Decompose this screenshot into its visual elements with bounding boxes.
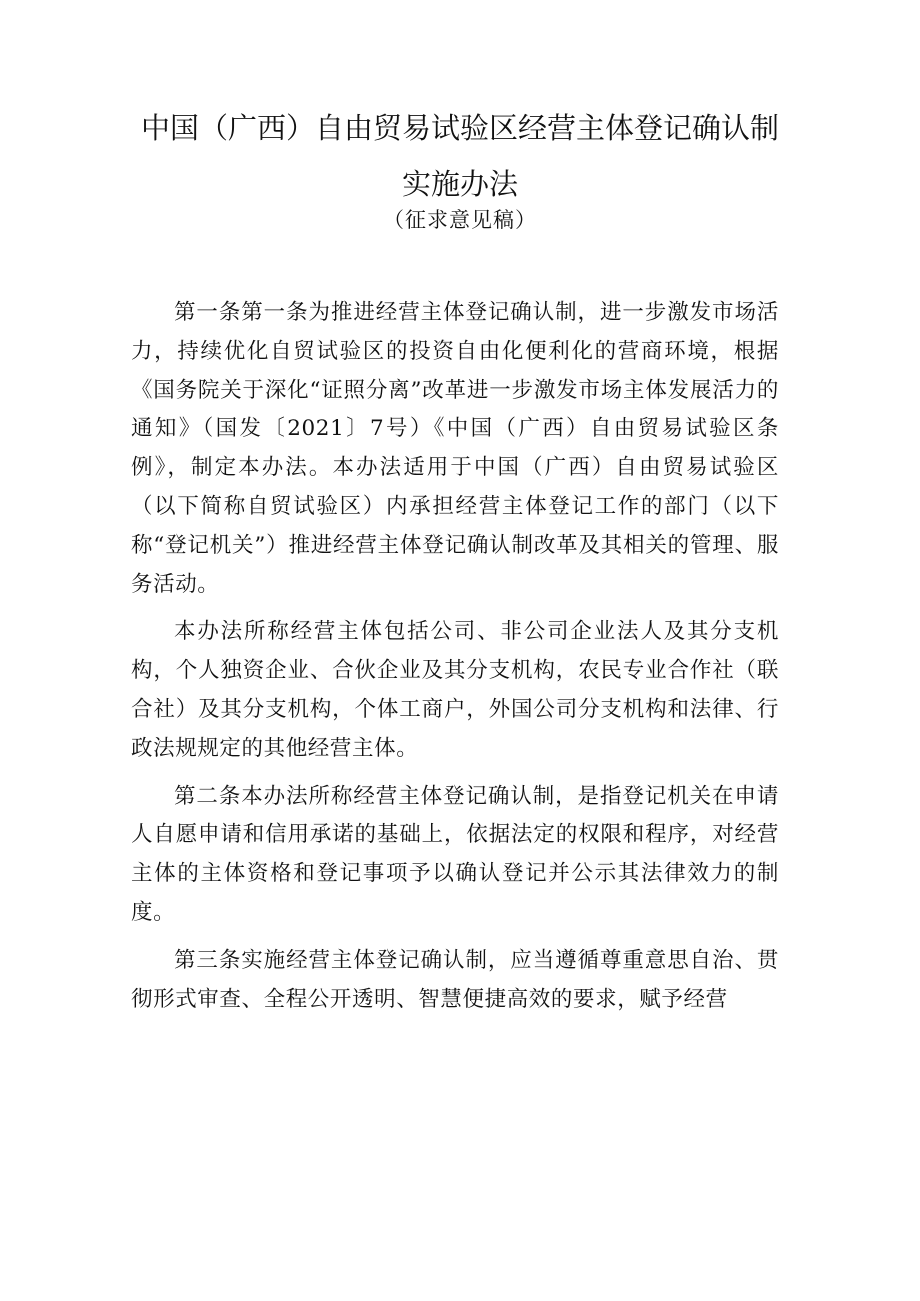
- paragraph-article-3: 第三条实施经营主体登记确认制，应当遵循尊重意思自治、贯彻形式审查、全程公开透明、智慧便捷高效的要求，赋予经营: [131, 947, 779, 1012]
- document-subtitle: （征求意见稿）: [383, 208, 537, 232]
- document-body: [131, 294, 779, 1019]
- paragraph-article-1: 第一条第一条为推进经营主体登记确认制，进一步激发市场活力，持续优化自贸试验区的投资自由化便利化的营商环境，根据《国务院关于深化“证照分离”改革进一步激发市场主体发展活力的通知》（国发〔2021〕7号）《中国（广西）自由贸易试验区条例》，制定本办法。本办法适用于中国（广西）自由贸易试验区（以下简称自贸试验区）内承担经营主体登记工作的部门（以下称“登记机关”）推进经营主体登记确认制改革及其相关的管理、服务活动。: [131, 300, 779, 597]
- paragraph-article-2: 第二条本办法所称经营主体登记确认制，是指登记机关在申请人自愿申请和信用承诺的基础上，依据法定的权限和程序，对经营主体的主体资格和登记事项予以确认登记并公示其法律效力的制度。: [131, 783, 779, 925]
- paragraph-business-entities: 本办法所称经营主体包括公司、非公司企业法人及其分支机构，个人独资企业、合伙企业及其分支机构，农民专业合作社（联合社）及其分支机构，个体工商户，外国公司分支机构和法律、行政法规规定的其他经营主体。: [131, 619, 779, 761]
- document-title: 中国（广西）自由贸易试验区经营主体登记确认制实施办法: [140, 111, 779, 201]
